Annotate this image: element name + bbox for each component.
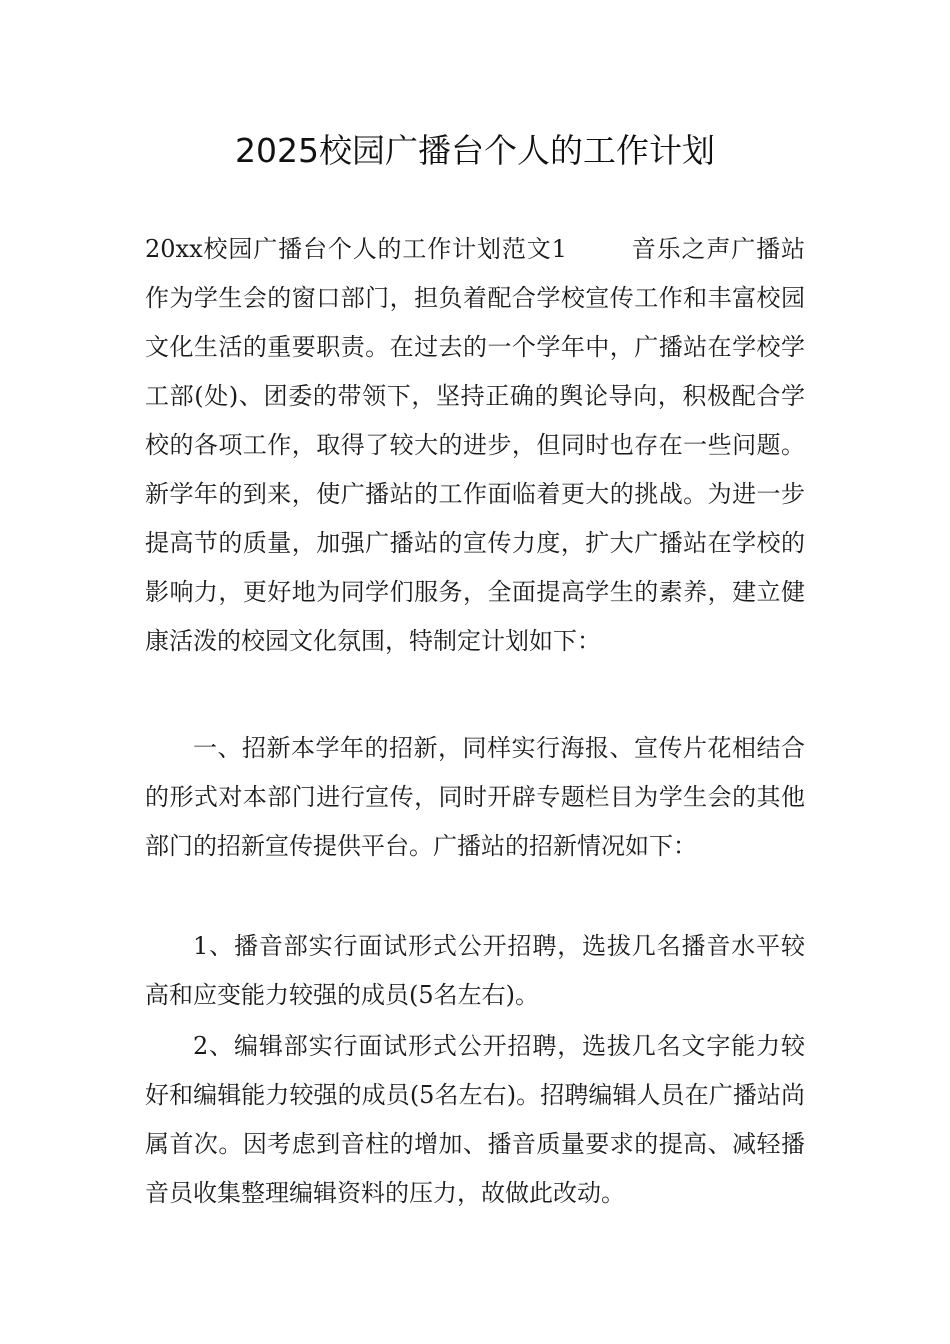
paragraph-editing-dept: 2、编辑部实行面试形式公开招聘，选拔几名文字能力较好和编辑能力较强的成员(5名左右)。招聘编辑人员在广播站尚属首次。因考虑到音柱的增加、播音质量要求的提高、减轻播音员收集整理编辑资料的压力，故做此改动。 (145, 1032, 805, 1207)
paragraph-recruitment: 一、招新本学年的招新，同样实行海报、宣传片花相结合的形式对本部门进行宣传，同时开辟专题栏目为学生会的其他部门的招新宣传提供平台。广播站的招新情况如下： (145, 734, 805, 860)
paragraph-broadcast-dept: 1、播音部实行面试形式公开招聘，选拔几名播音水平较高和应变能力较强的成员(5名左右)。 (145, 932, 805, 1009)
document-title: 2025校园广播台个人的工作计划 (235, 131, 715, 170)
intro-paragraph (145, 225, 805, 666)
intro-heading: 20xx校园广播台个人的工作计划范文1 (145, 235, 567, 263)
intro-body: 音乐之声广播站作为学生会的窗口部门，担负着配合学校宣传工作和丰富校园文化生活的重要职责。在过去的一个学年中，广播站在学校学工部(处)、团委的带领下，坚持正确的舆论导向，积极配合学校的各项工作，取得了较大的进步，但同时也存在一些问题。新学年的到来，使广播站的工作面临着更大的挑战。为进一步提高节的质量，加强广播站的宣传力度，扩大广播站在学校的影响力，更好地为同学们服务，全面提高学生的素养，建立健康活泼的校园文化氛围，特制定计划如下： (145, 235, 806, 655)
